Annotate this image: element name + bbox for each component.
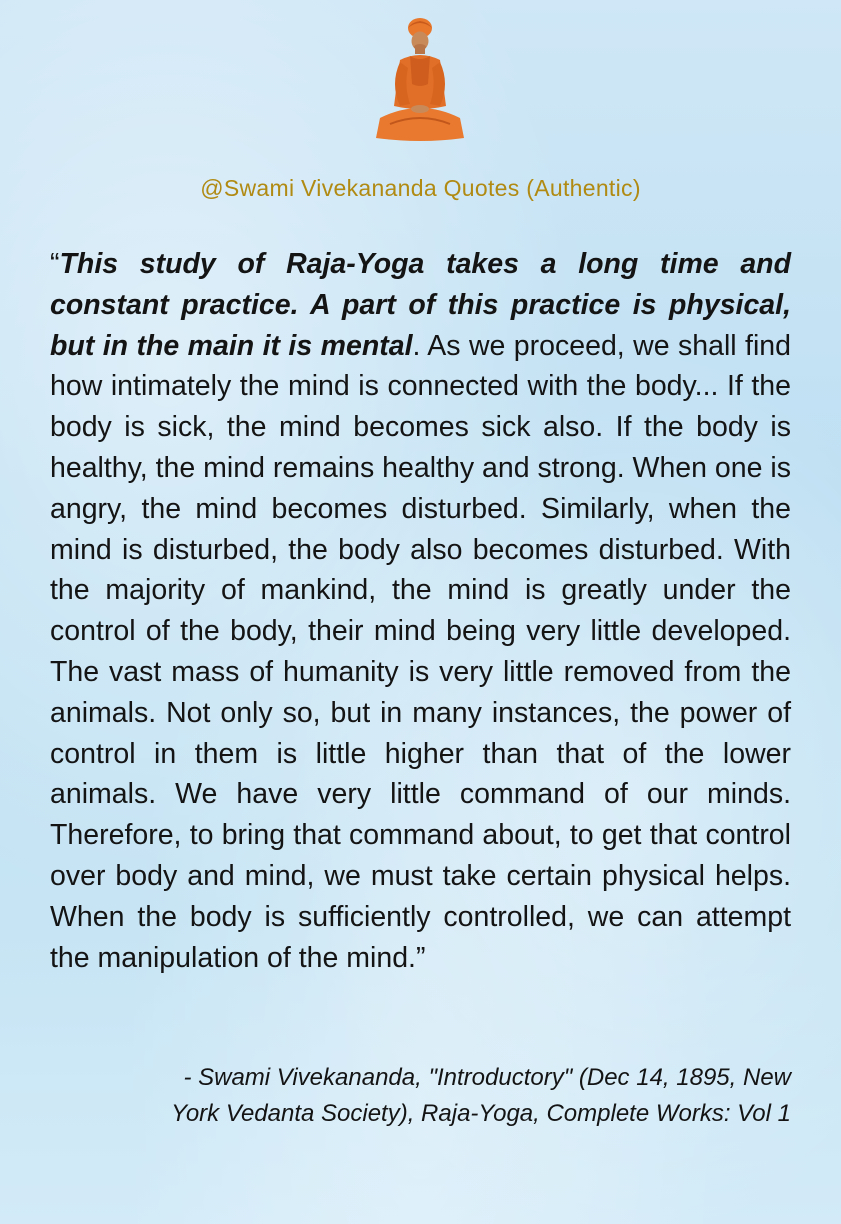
quote-close-mark: ” — [415, 941, 426, 974]
attribution-line-2: York Vedanta Society), Raja-Yoga, Complete Works: Vol 1 — [171, 1100, 791, 1127]
quote-body: . As we proceed, we shall find how intimately the mind is connected with the body... If the body is sick, the mind becomes sick also. If the body is healthy, the mind remains healthy and strong. When one is angry, the mind becomes disturbed. Similarly, when the mind is disturbed, the body also becomes disturbed. With the majority of mankind, the mind is greatly under the control of the body, their mind being very little developed. The vast mass of humanity is very little removed from the animals. Not only so, but in many instances, the power of control in them is little higher than that of the lower animals. We have very little command of our minds. Therefore, to bring that command about, to get that control over body and mind, we must take certain physical helps. When the body is sufficiently controlled, we can attempt the manipulation of the mind. — [50, 329, 791, 974]
quote-emphasis: This study of Raja-Yoga takes a long time and constant practice. A part of this practice is physical, but in the main it is mental — [50, 248, 791, 362]
quote-text — [50, 244, 791, 978]
source-handle: @Swami Vivekananda Quotes (Authentic) — [200, 175, 641, 201]
attribution-line-1: - Swami Vivekananda, "Introductory" (Dec 14, 1895, New — [183, 1064, 791, 1091]
quote-attribution — [96, 1060, 791, 1132]
quote-open-mark: “ — [50, 248, 60, 280]
meditating-figure-image — [370, 14, 470, 142]
